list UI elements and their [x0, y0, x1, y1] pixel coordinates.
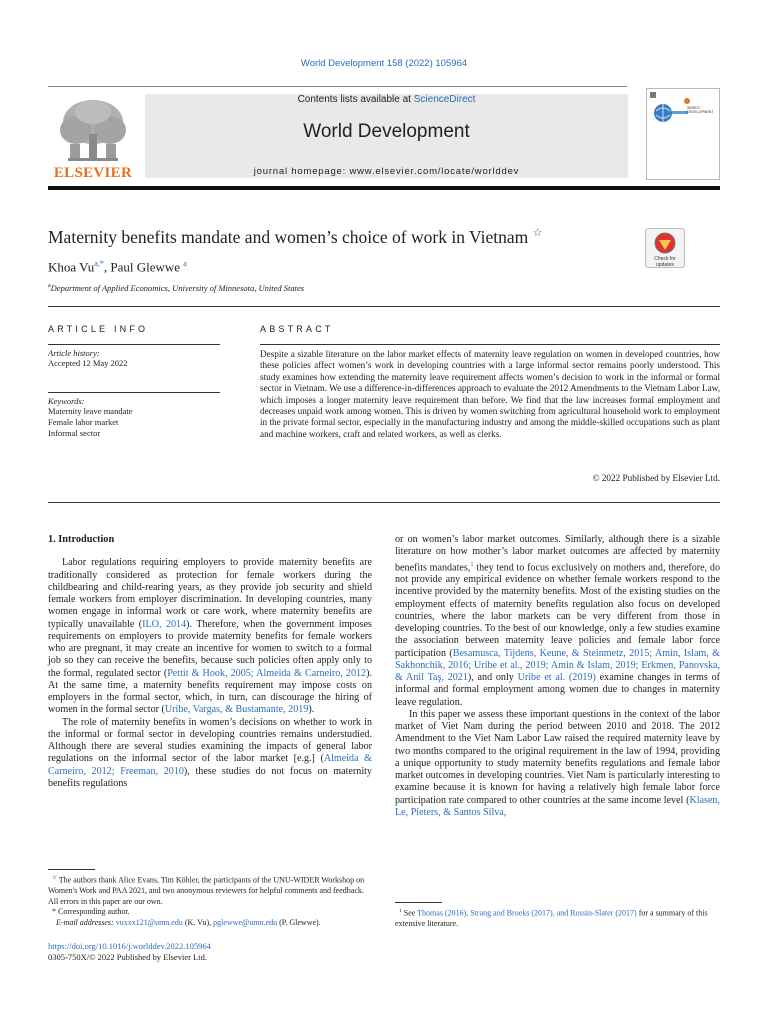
author-2-affiliation-mark[interactable]: a [183, 259, 187, 268]
journal-reference[interactable]: World Development 158 (2022) 105964 [300, 58, 468, 69]
sciencedirect-link[interactable]: ScienceDirect [413, 94, 476, 105]
text-run: Labor regulations requiring employers to provide maternity benefits are traditionally considered as protection for female workers during the childbearing and child-rearing years, as they provide job security and shield female workers from employer discrimination. In developing countries, many women engage in informal work or care work, where maternity benefits are typically unavailable ( [48, 557, 372, 630]
text-run: for a summary of this extensive literature. [395, 908, 708, 929]
journal-masthead [145, 94, 628, 178]
doi-link[interactable]: https://doi.org/10.1016/j.worlddev.2022.105964 [48, 941, 211, 951]
header-thick-rule [48, 186, 720, 190]
author-1: Khoa Vu [48, 259, 95, 275]
citation-link[interactable]: Pettit & Hook, 2005; Almeida & Carneiro, 2012 [167, 667, 367, 679]
abstract-copyright: © 2022 Published by Elsevier Ltd. [592, 473, 720, 483]
email-link-glewwe[interactable]: pglewwe@umn.edu [213, 917, 278, 927]
footnote-rule-right [395, 902, 442, 903]
citation-link[interactable]: ILO, 2014 [142, 618, 187, 630]
intro-paragraph-1 [48, 557, 372, 716]
email-label: E-mail addresses: [56, 917, 114, 927]
footnote-corresponding [48, 907, 372, 918]
text-run: The authors thank Alice Evans, Tim Köhler, the participants of the UNU-WIDER Workshop on Women's Work and PAA 2021, and two anonymous reviewers for helpful comments and feedback. All errors in this paper are our own. [48, 875, 365, 906]
contents-line [145, 94, 628, 105]
title-footnote-mark[interactable]: ☆ [532, 227, 543, 239]
text-run: See [403, 908, 418, 918]
email-link-vu[interactable]: vuxxx121@umn.edu [115, 917, 183, 927]
cover-globe-icon [647, 89, 719, 179]
publisher-logo-text: ELSEVIER [53, 165, 133, 181]
intro-paragraph-2 [48, 717, 372, 791]
issn-copyright: 0305-750X/© 2022 Published by Elsevier Ltd. [48, 952, 207, 962]
citation-link[interactable]: Uribe, Vargas, & Bustamante, 2019 [164, 704, 309, 716]
keywords-rule [48, 392, 220, 393]
text-run: ). At the same time, a maternity benefits requirement may impose costs on employers in the formal sector, which, in turn, can discourage the hiring of women in the formal sector ( [48, 667, 372, 716]
text-run: ). Therefore, when the government imposes requirements on employers to provide maternity benefits for female workers who are pregnant, it may create an incentive for women to switch to a formal job so they can receive the benefits, because such policies often apply only to the formal, regulated sector ( [48, 618, 372, 679]
text-run: they tend to focus exclusively on mothers and, therefore, do not provide any empirical evidence on whether female workers respond to the incentive provided by the maternity benefits. Most of the existing studies on the employment effects of maternity benefits regulation also focus on developed countries, where the labor markets can be very different from those in developing countries. To the best of our knowledge, only a few studies examine the association between maternity leave policies and female labor force participation ( [395, 561, 720, 659]
abstract-heading: ABSTRACT [260, 324, 334, 334]
citation-link[interactable]: Almeida & Carneiro, 2012; Freeman, 2010 [48, 753, 372, 777]
footnote-emails [48, 918, 372, 929]
text-run: examine changes in terms of informal and formal employment among women due to changes in maternity leave regulation. [395, 672, 720, 708]
cover-title: WORLD DEVELOPMENT [687, 106, 714, 114]
text-run: In this paper we assess these important questions in the context of the labor market of Viet Nam during the period between 2010 and 2018. The 2012 Amendment to the Viet Nam Labor Law raised the required maternity leave by two months compared to the original requirement in the law of 1994, providing a unique opportunity to study maternity benefits regulations and female labor market outcomes in developing countries. Viet Nam is particularly interesting to examine because it is known for having a relatively high female labor force participation rate compared to other countries at the same income level ( [395, 708, 720, 806]
text-run: ), these studies do not focus on maternity benefits regulations [48, 765, 372, 789]
affiliation [48, 283, 304, 293]
affiliation-text: Department of Applied Economics, University of Minnesota, United States [50, 283, 305, 293]
author-list [48, 259, 187, 275]
affiliation-mark: a [48, 283, 51, 290]
citation-link[interactable]: Thomas (2016), Strang and Broeks (2017), and Rossin-Slater (2017) [417, 908, 637, 918]
journal-homepage[interactable]: journal homepage: www.elsevier.com/locate/worlddev [253, 166, 520, 177]
contents-prefix: Contents lists available at [297, 94, 414, 105]
journal-cover-thumbnail [646, 88, 720, 180]
footnote-1 [395, 906, 720, 930]
text-run: or on women’s labor market outcomes. Similarly, although there is a sizable literature on how mother’s labor market outcomes are affected by maternity benefits mandates, [395, 534, 720, 573]
intro-paragraph-3 [395, 709, 720, 819]
footnote-thanks [48, 873, 372, 907]
author-2: Paul Glewwe [110, 259, 181, 275]
abstract-rule [260, 344, 720, 345]
journal-name: World Development [303, 121, 470, 142]
text-run: (K. Vu), [182, 917, 214, 927]
history-label: Article history: [48, 348, 100, 358]
author-1-corresponding-mark[interactable]: * [99, 259, 104, 268]
text-run: The role of maternity benefits in women’s decisions on whether to work in the informal or formal sector in developing countries remains understudied. Although there are several studies examining the impacts of general labor regulations on the informal sector of the labor market [e.g.] ( [48, 716, 372, 765]
keywords-label: Keywords: [48, 396, 85, 406]
title-block-rule [48, 306, 720, 307]
intro-paragraph-2-cont [395, 534, 720, 709]
author-separator: , [103, 259, 111, 275]
thanks-mark: ☆ [52, 875, 57, 881]
header-top-rule [48, 86, 627, 87]
footnote-1-mark[interactable]: 1 [470, 560, 474, 568]
keywords-list [48, 406, 133, 439]
footnote-rule-left [48, 869, 95, 870]
text-run: ), and only [467, 672, 518, 684]
body-column-right [395, 534, 720, 819]
history-value: Accepted 12 May 2022 [48, 358, 128, 368]
keyword-item: Maternity leave mandate [48, 406, 133, 416]
corresponding-mark: * [52, 907, 56, 917]
article-info-rule [48, 344, 220, 345]
citation-link[interactable]: Klasen, Le, Pieters, & Santos Silva, [395, 794, 720, 818]
article-title [48, 226, 638, 248]
citation-link[interactable]: Uribe et al. (2019) [517, 672, 596, 684]
article-info-heading: ARTICLE INFO [48, 324, 149, 334]
author-1-affiliation-mark[interactable]: a, [94, 259, 100, 268]
section-heading: 1. Introduction [48, 534, 115, 545]
footnote-1-number: 1 [399, 908, 402, 914]
abstract-text: Despite a sizable literature on the labor market effects of maternity leave regulation on women in developed countries, how these policies affect women’s work in developing countries with a large informal sector remains poorly understood. This study examines how extending the maternity leave requirement affects women’s decision to work in the informal or formal sector in Vietnam. We use a difference-in-differences approach to evaluate the 2012 Amendments to the Vietnam Labor Law, which imposes a longer maternity leave requirement than before. We find that the law increases formal employment and decreases unpaid work among women. This is driven by women switching from agricultural household work to employment in the private formal sector, especially in the manufacturing industry and among the middle-skilled occupations such as plant and machine workers, craft and related workers, as well as clerks. [260, 349, 720, 439]
citation-link[interactable]: Besamusca, Tijdens, Keune, & Steinmetz, 2015; Amin, Islam, & Sakhonchik, 2016; Uribe et al., 2019; Amin & Islam, 2019; Erkmen, Panovska, & Anil Taş, 2021 [395, 647, 720, 684]
body-column-left [48, 534, 372, 790]
crossmark-label: Check for updates [654, 256, 676, 268]
text-run: ). [308, 704, 315, 716]
article-title-text: Maternity benefits mandate and women’s choice of work in Vietnam [48, 226, 529, 247]
keyword-item: Informal sector [48, 428, 101, 438]
text-run: (P. Glewwe). [277, 917, 321, 927]
footnotes-left [48, 873, 372, 928]
keyword-item: Female labor market [48, 417, 119, 427]
abstract-bottom-rule [48, 502, 720, 503]
text-run: Corresponding author. [58, 907, 130, 917]
